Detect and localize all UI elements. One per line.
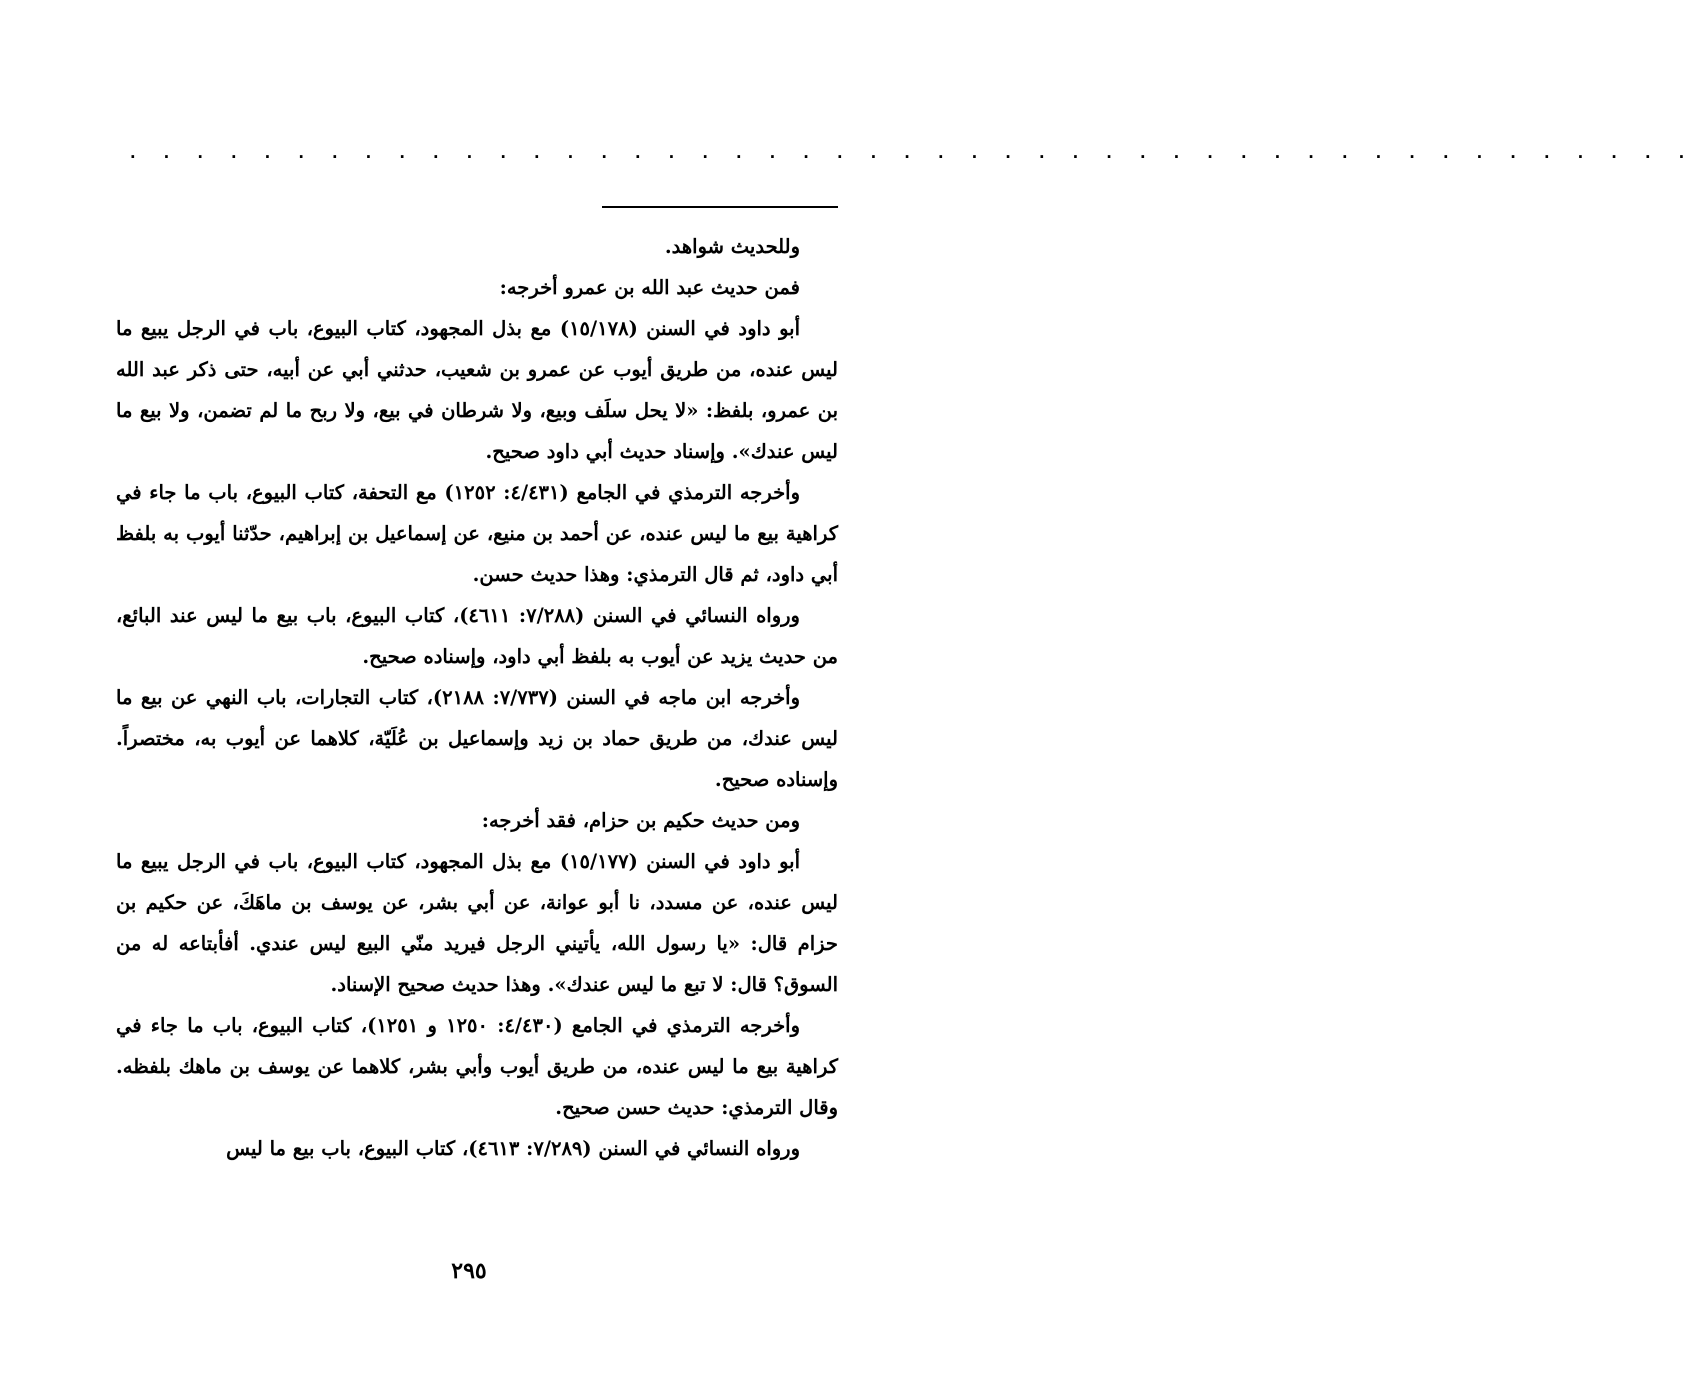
paragraph: ورواه النسائي في السنن (٧/٢٨٨: ٤٦١١)، كتاب البيوع، باب بيع ما ليس عند البائع، من حديث يزيد عن أيوب به بلفظ أبي داود، وإسناده صحيح. <box>116 604 838 668</box>
page-number: ٢٩٥ <box>451 1258 487 1284</box>
paragraph: أبو داود في السنن (١٥/١٧٧) مع بذل المجهود، كتاب البيوع، باب في الرجل يبيع ما ليس عنده، عن مسدد، نا أبو عوانة، عن أبي بشر، عن يوسف بن ماهَكَ، عن حكيم بن حزام قال: «يا رسول الله، يأتيني الرجل فيريد منّي البيع ليس عندي. أفأبتاعه له من السوق؟ قال: لا تبع ما ليس عندك». وهذا حديث صحيح الإسناد. <box>116 850 838 996</box>
paragraph: وللحديث شواهد. <box>664 235 800 258</box>
paragraph: وأخرجه الترمذي في الجامع (٤/٤٣٠: ١٢٥٠ و ١٢٥١)، كتاب البيوع، باب ما جاء في كراهية بيع ما ليس عنده، من طريق أيوب وأبي بشر، كلاهما عن يوسف بن ماهك بلفظه. وقال الترمذي: حديث حسن صحيح. <box>116 1014 838 1119</box>
paragraph: ومن حديث حكيم بن حزام، فقد أخرجه: <box>481 809 800 832</box>
paragraph: ورواه النسائي في السنن (٧/٢٨٩: ٤٦١٣)، كتاب البيوع، باب بيع ما ليس <box>226 1137 800 1160</box>
paragraph: وأخرجه ابن ماجه في السنن (٧/٧٣٧: ٢١٨٨)، كتاب التجارات، باب النهي عن بيع ما ليس عندك، من طريق حماد بن زيد وإسماعيل بن عُلَيّة، كلاهما عن أيوب به، مختصراً. وإسناده صحيح. <box>116 686 838 791</box>
footnote-rule <box>602 206 838 208</box>
body-text <box>116 226 838 1169</box>
paragraph: أبو داود في السنن (١٥/١٧٨) مع بذل المجهود، كتاب البيوع، باب في الرجل يبيع ما ليس عنده، من طريق أيوب عن عمرو بن شعيب، حدثني أبي عن أبيه، حتى ذكر عبد الله بن عمرو، بلفظ: «لا يحل سلَف وبيع، ولا شرطان في بيع، ولا ربح ما لم تضمن، ولا بيع ما ليس عندك». وإسناد حديث أبي داود صحيح. <box>116 317 838 463</box>
dotted-separator: . . . . . . . . . . . . . . . . . . . . . . . . . . . . . . . . . . . . . . . . . . . . . . . <box>128 143 1693 162</box>
paragraph: فمن حديث عبد الله بن عمرو أخرجه: <box>499 276 800 299</box>
paragraph: وأخرجه الترمذي في الجامع (٤/٤٣١: ١٢٥٢) مع التحفة، كتاب البيوع، باب ما جاء في كراهية بيع ما ليس عنده، عن أحمد بن منيع، عن إسماعيل بن إبراهيم، حدّثنا أيوب به بلفظ أبي داود، ثم قال الترمذي: وهذا حديث حسن. <box>116 481 838 586</box>
